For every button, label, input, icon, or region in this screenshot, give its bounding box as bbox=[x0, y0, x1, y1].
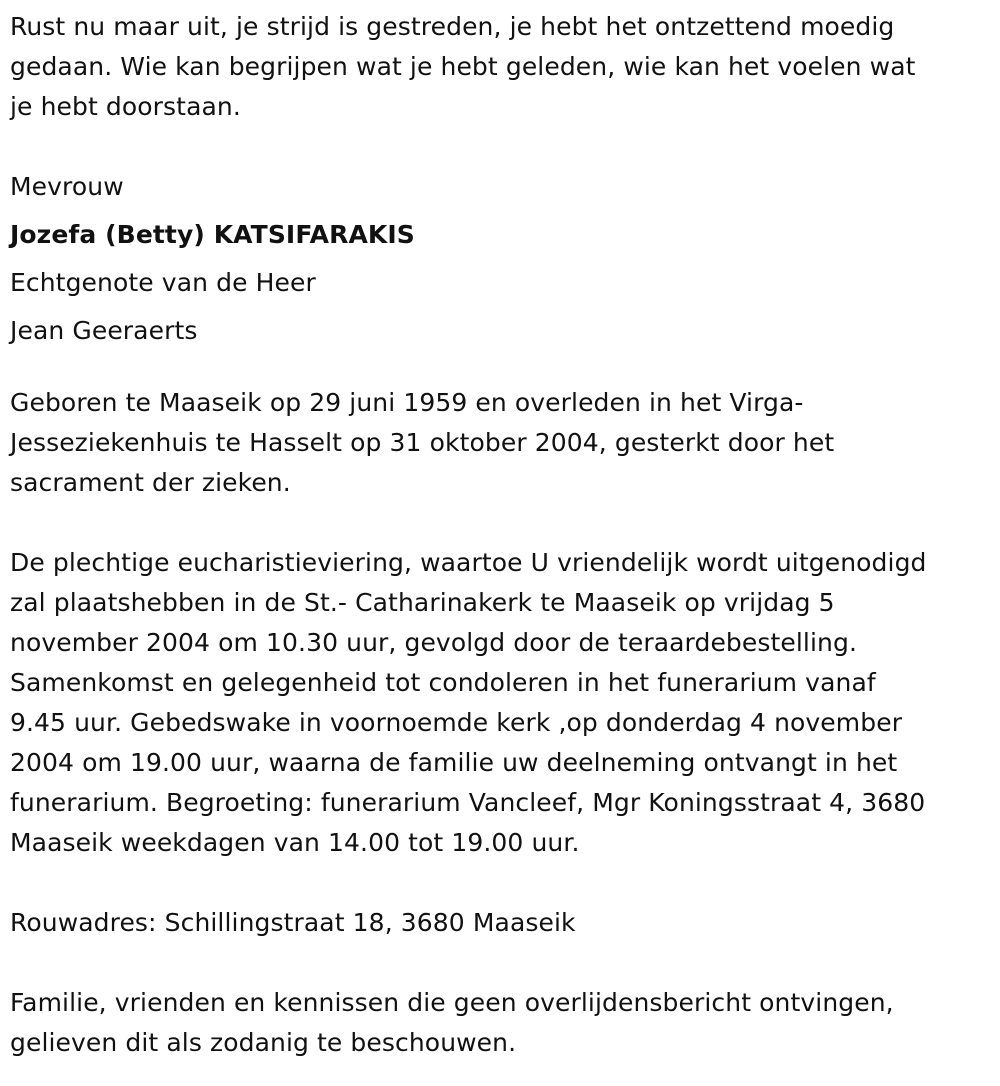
deceased-name: Jozefa (Betty) KATSIFARAKIS bbox=[10, 220, 415, 249]
spacer bbox=[10, 943, 992, 983]
spacer bbox=[10, 359, 992, 383]
ceremony-text: De plechtige eucharistieviering, waartoe U vriendelijk wordt uitgenodigd zal plaatshebben in de St.- Catharinakerk te Maaseik op vrijdag 5 november 2004 om 10.30 uur, gevolgd door de teraardebestelling. Samenkomst en gelegenheid tot condoleren in het funerarium vanaf 9.45 uur. Gebedswake in voornoemde kerk ,op donderdag 4 november 2004 om 19.00 uur, waarna de familie uw deelneming ontvangt in het funerarium. Begroeting: funerarium Vancleef, Mgr Koningsstraat 4, 3680 Maaseik weekdagen van 14.00 tot 19.00 uur. bbox=[10, 548, 927, 857]
spacer bbox=[10, 503, 992, 543]
spouse-name: Jean Geeraerts bbox=[10, 316, 198, 345]
spacer bbox=[10, 127, 992, 167]
obituary-notice bbox=[10, 7, 992, 1063]
birth-death-text: Geboren te Maaseik op 29 juni 1959 en overleden in het Virga- Jesseziekenhuis te Hasselt op 31 oktober 2004, gesterkt door het sacrament der zieken. bbox=[10, 388, 835, 497]
mourning-address: Rouwadres: Schillingstraat 18, 3680 Maaseik bbox=[10, 908, 576, 937]
spacer bbox=[10, 863, 992, 903]
salutation: Mevrouw bbox=[10, 172, 124, 201]
verse-text: Rust nu maar uit, je strijd is gestreden, je hebt het ontzettend moedig gedaan. Wie kan begrijpen wat je hebt geleden, wie kan het voelen wat je hebt doorstaan. bbox=[10, 12, 916, 121]
relation-text: Echtgenote van de Heer bbox=[10, 268, 316, 297]
closing-text: Familie, vrienden en kennissen die geen overlijdensbericht ontvingen, gelieven dit als zodanig te beschouwen. bbox=[10, 988, 894, 1057]
